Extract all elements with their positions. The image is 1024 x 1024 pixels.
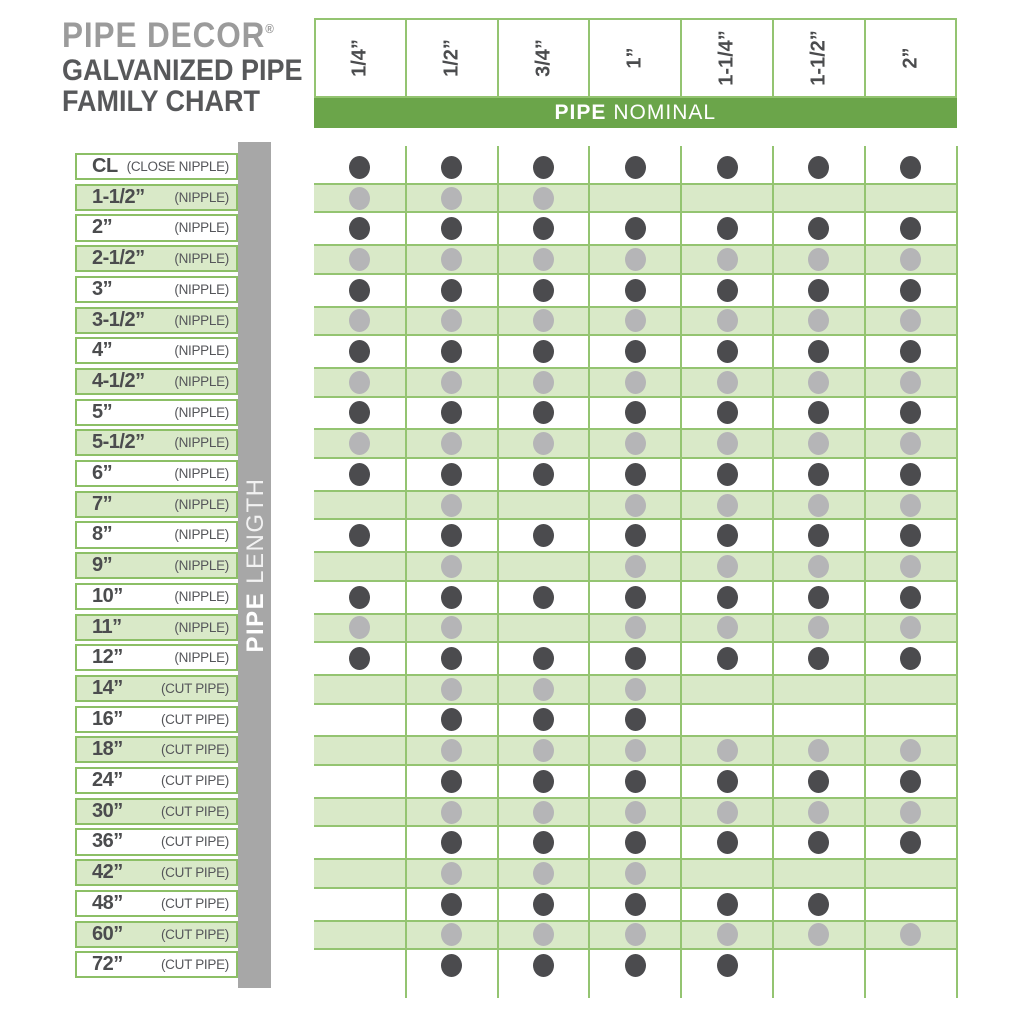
availability-dot <box>808 893 829 916</box>
pipe-length-label <box>242 477 270 652</box>
row-label-size: 10” <box>92 584 123 607</box>
row-label-note: (CUT PIPE) <box>160 865 229 881</box>
availability-dot <box>717 801 738 824</box>
grid-column-line <box>588 146 590 998</box>
availability-dot <box>717 770 738 793</box>
availability-dot <box>533 739 554 762</box>
row-label-size: 12” <box>92 646 123 669</box>
row-label-note: (NIPPLE) <box>174 650 229 666</box>
availability-dot <box>441 279 462 302</box>
row-label <box>75 184 238 211</box>
row-label-note: (CLOSE NIPPLE) <box>126 159 229 175</box>
row-label <box>75 429 238 456</box>
brand-name: PIPE DECOR® <box>62 16 274 55</box>
availability-dot <box>349 524 370 547</box>
availability-dot <box>808 279 829 302</box>
availability-dot <box>533 678 554 701</box>
banner-bold-text: PIPE <box>554 101 607 124</box>
availability-dot <box>441 862 462 885</box>
row-label <box>75 337 238 364</box>
availability-dot <box>625 678 646 701</box>
row-label <box>75 767 238 794</box>
row-label-note: (NIPPLE) <box>174 558 229 574</box>
availability-dot <box>625 801 646 824</box>
column-header-label: 1/4” <box>348 39 371 77</box>
row-label-note: (CUT PIPE) <box>160 680 229 696</box>
availability-dot <box>900 156 921 179</box>
availability-dot <box>717 586 738 609</box>
row-label <box>75 491 238 518</box>
row-label-size: 30” <box>92 799 123 822</box>
row-label <box>75 521 238 548</box>
availability-dot <box>441 187 462 210</box>
row-label-size: 18” <box>92 738 123 761</box>
availability-dot <box>441 248 462 271</box>
availability-dot <box>625 862 646 885</box>
availability-dot <box>808 647 829 670</box>
availability-dot <box>808 586 829 609</box>
row-label-note: (CUT PIPE) <box>160 803 229 819</box>
row-label <box>75 951 238 978</box>
row-label-note: (NIPPLE) <box>174 527 229 543</box>
availability-dot <box>533 647 554 670</box>
row-label-size: 7” <box>92 492 113 515</box>
row-label-note: (NIPPLE) <box>174 435 229 451</box>
row-label <box>75 214 238 241</box>
availability-dot <box>808 463 829 486</box>
row-label-note: (NIPPLE) <box>174 619 229 635</box>
row-label-note: (CUT PIPE) <box>160 895 229 911</box>
row-label <box>75 890 238 917</box>
row-label-size: 6” <box>92 462 113 485</box>
row-label-note: (NIPPLE) <box>174 466 229 482</box>
row-label-size: 9” <box>92 554 113 577</box>
row-label-size: 2-1/2” <box>92 247 145 270</box>
row-label <box>75 736 238 763</box>
availability-dot <box>441 954 462 977</box>
availability-dot <box>625 831 646 854</box>
row-label-size: 1-1/2” <box>92 185 145 208</box>
availability-dot <box>625 708 646 731</box>
availability-dot <box>900 586 921 609</box>
row-label <box>75 798 238 825</box>
availability-dot <box>717 954 738 977</box>
availability-dot <box>717 923 738 946</box>
row-label-size: 42” <box>92 861 123 884</box>
brand-logo-block <box>62 10 303 117</box>
availability-dot <box>625 371 646 394</box>
availability-dot <box>625 555 646 578</box>
side-axis-rest-text: LENGTH <box>241 477 269 584</box>
availability-dot <box>900 371 921 394</box>
availability-dot <box>625 340 646 363</box>
banner-rest-text: NOMINAL <box>613 101 717 124</box>
availability-dot <box>533 954 554 977</box>
availability-dot <box>441 156 462 179</box>
availability-dot <box>625 647 646 670</box>
availability-dot <box>533 463 554 486</box>
availability-dot <box>900 831 921 854</box>
availability-dot <box>808 831 829 854</box>
row-label-size: 72” <box>92 953 123 976</box>
availability-dot <box>625 616 646 639</box>
availability-dot <box>717 432 738 455</box>
availability-dot <box>625 156 646 179</box>
availability-dot <box>717 309 738 332</box>
availability-dot <box>349 401 370 424</box>
availability-dot <box>717 893 738 916</box>
availability-dot <box>625 739 646 762</box>
availability-dot <box>533 586 554 609</box>
availability-dot <box>441 831 462 854</box>
row-label <box>75 460 238 487</box>
availability-dot <box>808 401 829 424</box>
column-header-divider <box>497 18 499 98</box>
availability-dot <box>717 279 738 302</box>
availability-dot <box>441 463 462 486</box>
availability-dot <box>717 831 738 854</box>
row-label <box>75 706 238 733</box>
availability-dot <box>533 708 554 731</box>
availability-dot <box>625 279 646 302</box>
availability-dot <box>533 248 554 271</box>
availability-dot <box>717 463 738 486</box>
row-label-note: (NIPPLE) <box>174 220 229 236</box>
row-label-note: (CUT PIPE) <box>160 773 229 789</box>
availability-dot <box>349 647 370 670</box>
row-label <box>75 307 238 334</box>
availability-dot <box>533 156 554 179</box>
row-label <box>75 368 238 395</box>
grid-column-line <box>405 146 407 998</box>
row-label-size: 60” <box>92 922 123 945</box>
availability-dot <box>625 586 646 609</box>
availability-dot <box>900 401 921 424</box>
availability-dot <box>533 279 554 302</box>
availability-dot <box>808 494 829 517</box>
row-label-size: 24” <box>92 769 123 792</box>
row-label-note: (CUT PIPE) <box>160 834 229 850</box>
availability-dot <box>533 217 554 240</box>
availability-dot <box>900 248 921 271</box>
availability-dot <box>441 678 462 701</box>
row-label-note: (NIPPLE) <box>174 343 229 359</box>
availability-dot <box>441 401 462 424</box>
row-label <box>75 552 238 579</box>
grid-column-line <box>680 146 682 998</box>
column-header-divider <box>680 18 682 98</box>
availability-dot <box>441 801 462 824</box>
availability-dot <box>533 893 554 916</box>
row-label <box>75 644 238 671</box>
availability-dot <box>808 217 829 240</box>
availability-dot <box>717 494 738 517</box>
availability-dot <box>625 432 646 455</box>
availability-dot <box>533 371 554 394</box>
availability-dot <box>625 248 646 271</box>
row-label-note: (NIPPLE) <box>174 189 229 205</box>
availability-dot <box>900 217 921 240</box>
row-label <box>75 921 238 948</box>
availability-dot <box>349 187 370 210</box>
row-label <box>75 276 238 303</box>
row-label-note: (CUT PIPE) <box>160 711 229 727</box>
row-label-size: 5-1/2” <box>92 431 145 454</box>
availability-dot <box>808 524 829 547</box>
row-label-size: CL <box>92 155 118 178</box>
availability-dot <box>533 340 554 363</box>
availability-dot <box>717 555 738 578</box>
row-label-size: 4-1/2” <box>92 369 145 392</box>
row-label <box>75 828 238 855</box>
availability-dot <box>441 494 462 517</box>
column-header-label: 1-1/2” <box>807 30 830 86</box>
row-label-size: 5” <box>92 400 113 423</box>
grid-column-line <box>864 146 866 998</box>
row-label-note: (CUT PIPE) <box>160 742 229 758</box>
grid-column-line <box>772 146 774 998</box>
availability-dot <box>625 954 646 977</box>
row-label-note: (NIPPLE) <box>174 312 229 328</box>
row-label-note: (NIPPLE) <box>174 404 229 420</box>
row-label-size: 14” <box>92 676 123 699</box>
availability-dot <box>441 893 462 916</box>
chart-title-line2: FAMILY CHART <box>62 85 261 118</box>
availability-dot <box>441 217 462 240</box>
column-header-divider <box>588 18 590 98</box>
availability-dot <box>900 524 921 547</box>
row-label <box>75 675 238 702</box>
availability-dot <box>441 770 462 793</box>
column-header-label: 1-1/4” <box>715 30 738 86</box>
row-label <box>75 583 238 610</box>
availability-dot <box>808 340 829 363</box>
column-header-label: 1/2” <box>440 39 463 77</box>
availability-dot <box>717 340 738 363</box>
availability-dot <box>900 801 921 824</box>
row-label-note: (CUT PIPE) <box>160 926 229 942</box>
row-label-size: 3” <box>92 277 113 300</box>
availability-dot <box>349 279 370 302</box>
availability-dot <box>441 586 462 609</box>
availability-dot <box>625 893 646 916</box>
availability-dot <box>808 770 829 793</box>
availability-dot <box>625 217 646 240</box>
row-label-size: 3-1/2” <box>92 308 145 331</box>
row-label <box>75 859 238 886</box>
availability-dot <box>717 156 738 179</box>
availability-dot <box>533 524 554 547</box>
availability-dot <box>349 340 370 363</box>
availability-dot <box>441 708 462 731</box>
availability-dot <box>625 401 646 424</box>
availability-dot <box>533 401 554 424</box>
availability-dot <box>349 463 370 486</box>
row-label-note: (NIPPLE) <box>174 496 229 512</box>
row-label-note: (NIPPLE) <box>174 373 229 389</box>
availability-dot <box>441 647 462 670</box>
grid-column-line <box>497 146 499 998</box>
availability-dot <box>533 432 554 455</box>
availability-dot <box>441 340 462 363</box>
row-label-size: 16” <box>92 707 123 730</box>
row-label-size: 11” <box>92 615 122 638</box>
row-label-note: (CUT PIPE) <box>160 957 229 973</box>
row-label-size: 36” <box>92 830 123 853</box>
availability-dot <box>533 862 554 885</box>
availability-dot <box>717 371 738 394</box>
availability-dot <box>717 248 738 271</box>
availability-dot <box>349 586 370 609</box>
availability-dot <box>625 494 646 517</box>
row-label <box>75 399 238 426</box>
row-label-size: 8” <box>92 523 113 546</box>
column-header-divider <box>405 18 407 98</box>
availability-dot <box>900 647 921 670</box>
availability-dot <box>900 279 921 302</box>
availability-dot <box>717 739 738 762</box>
column-header-label: 1” <box>623 47 646 69</box>
availability-dot <box>533 801 554 824</box>
availability-dot <box>900 463 921 486</box>
column-header-divider <box>772 18 774 98</box>
chart-title-line1: GALVANIZED PIPE <box>62 54 303 87</box>
availability-dot <box>717 524 738 547</box>
row-label-size: 4” <box>92 339 113 362</box>
availability-dot <box>349 156 370 179</box>
availability-dot <box>533 770 554 793</box>
availability-dot <box>900 340 921 363</box>
row-label <box>75 245 238 272</box>
availability-dot <box>441 371 462 394</box>
column-header-label: 3/4” <box>532 39 554 77</box>
availability-dot <box>441 524 462 547</box>
availability-dot <box>533 831 554 854</box>
column-header-label: 2” <box>899 47 922 69</box>
availability-dot <box>625 524 646 547</box>
row-label <box>75 614 238 641</box>
row-label-size: 48” <box>92 891 123 914</box>
row-label-note: (NIPPLE) <box>174 588 229 604</box>
availability-dot <box>900 494 921 517</box>
availability-dot <box>717 217 738 240</box>
availability-dot <box>625 463 646 486</box>
availability-dot <box>717 616 738 639</box>
availability-dot <box>625 770 646 793</box>
column-header-divider <box>864 18 866 98</box>
row-label-note: (NIPPLE) <box>174 281 229 297</box>
row-label-size: 2” <box>92 216 113 239</box>
availability-dot <box>808 156 829 179</box>
row-stripe <box>314 183 957 214</box>
side-axis-bold-text: PIPE <box>241 591 269 653</box>
registered-mark: ® <box>265 21 274 36</box>
row-label-note: (NIPPLE) <box>174 251 229 267</box>
availability-dot <box>349 217 370 240</box>
availability-dot <box>808 801 829 824</box>
pipe-nominal-banner <box>314 98 957 128</box>
availability-dot <box>717 401 738 424</box>
grid-column-line <box>956 146 958 998</box>
availability-dot <box>533 187 554 210</box>
availability-dot <box>717 647 738 670</box>
availability-dot <box>900 770 921 793</box>
row-label <box>75 153 238 180</box>
